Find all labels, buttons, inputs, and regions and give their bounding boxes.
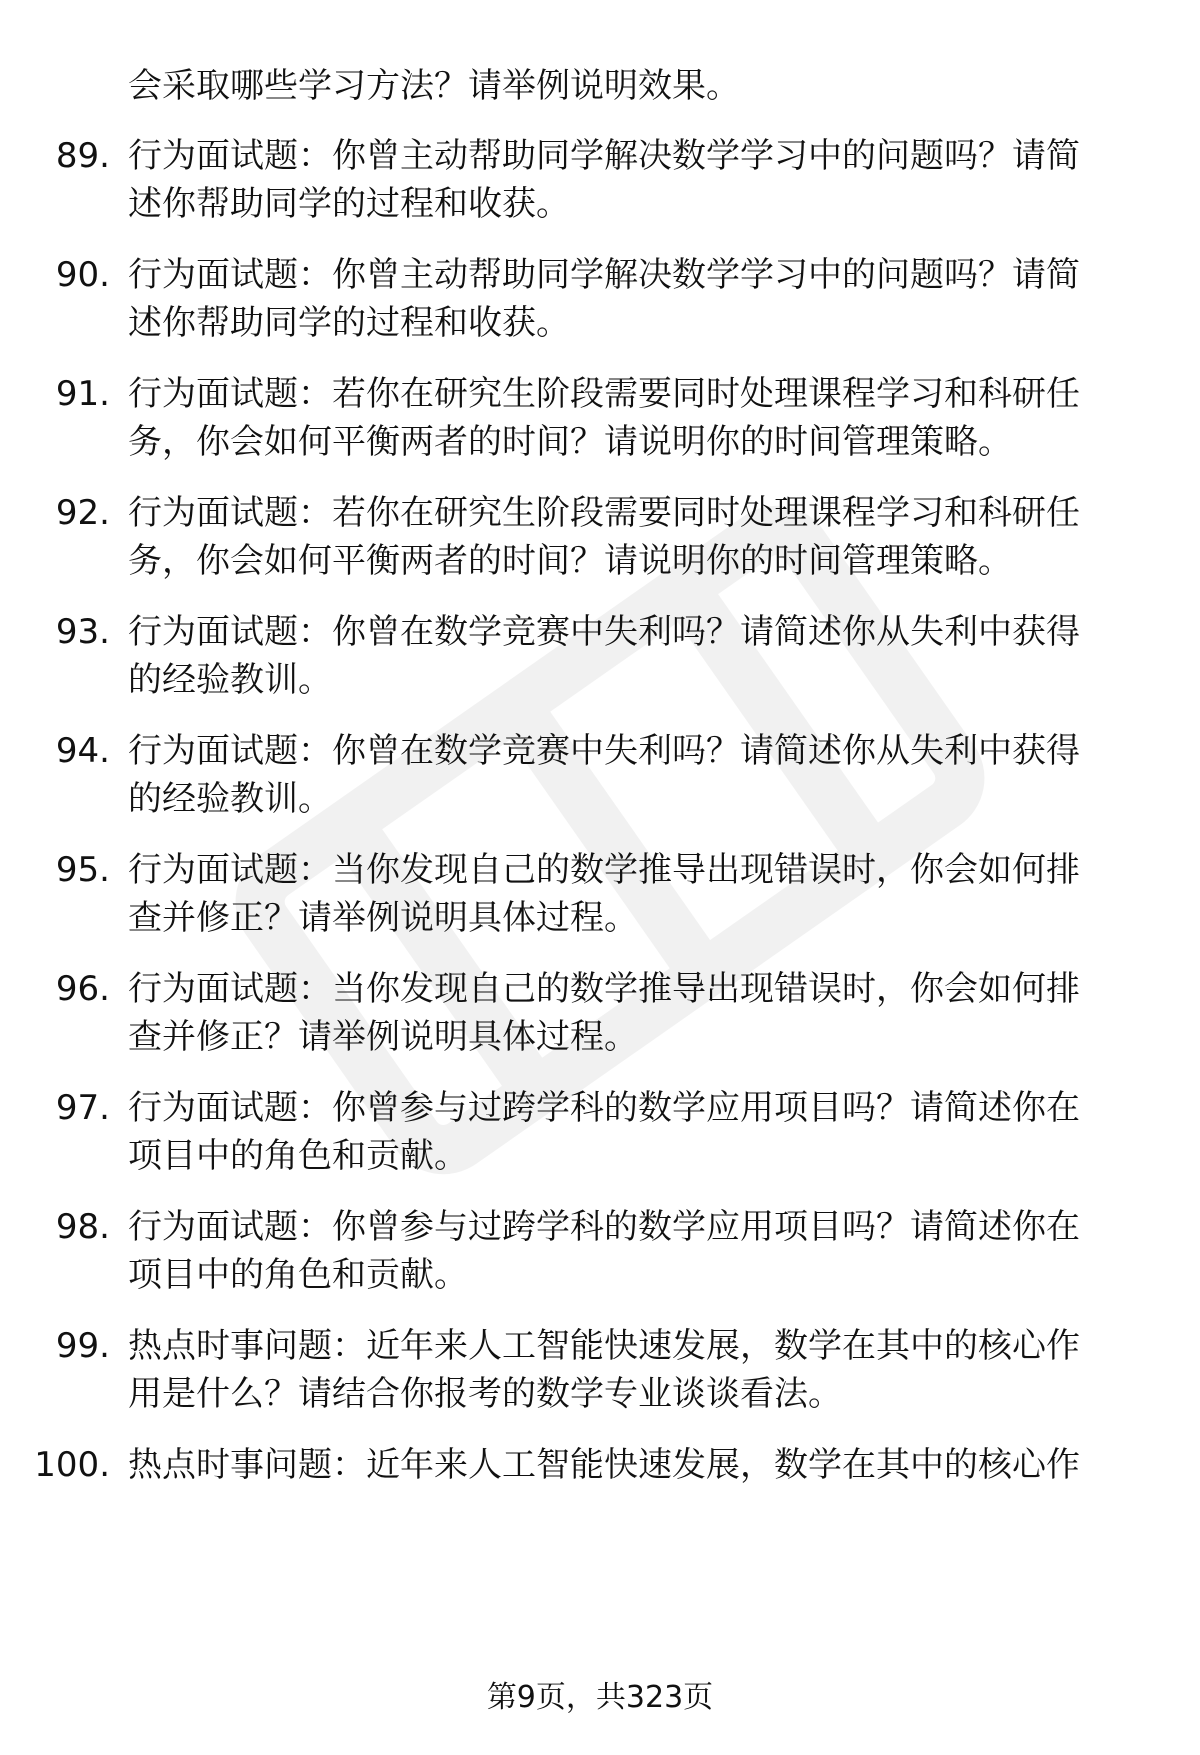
question-text — [128, 132, 1138, 228]
question-number: 96. — [55, 969, 110, 1009]
question-line: 务，你会如何平衡两者的时间？请说明你的时间管理策略。 — [128, 541, 1012, 581]
question-item — [0, 370, 1200, 470]
question-item — [0, 1322, 1200, 1422]
question-line: 项目中的角色和贡献。 — [128, 1136, 468, 1176]
question-line: 行为面试题：若你在研究生阶段需要同时处理课程学习和科研任 — [128, 493, 1080, 533]
question-item — [0, 489, 1200, 589]
question-line: 务，你会如何平衡两者的时间？请说明你的时间管理策略。 — [128, 422, 1012, 462]
question-number: 98. — [55, 1207, 110, 1247]
question-line: 查并修正？请举例说明具体过程。 — [128, 1017, 638, 1057]
question-line: 用是什么？请结合你报考的数学专业谈谈看法。 — [128, 1374, 842, 1414]
question-line: 行为面试题：你曾参与过跨学科的数学应用项目吗？请简述你在 — [128, 1207, 1080, 1247]
question-text — [128, 489, 1138, 585]
question-line: 行为面试题：你曾在数学竞赛中失利吗？请简述你从失利中获得 — [128, 731, 1080, 771]
question-item — [0, 1203, 1200, 1303]
question-item — [0, 1441, 1200, 1491]
question-text — [128, 1203, 1138, 1299]
question-number: 94. — [55, 731, 110, 771]
question-number: 93. — [55, 612, 110, 652]
question-text — [128, 1322, 1138, 1418]
question-line: 查并修正？请举例说明具体过程。 — [128, 898, 638, 938]
question-number: 99. — [55, 1326, 110, 1366]
question-text — [128, 846, 1138, 942]
question-line: 行为面试题：你曾参与过跨学科的数学应用项目吗？请简述你在 — [128, 1088, 1080, 1128]
question-text — [128, 1441, 1138, 1489]
question-line: 热点时事问题：近年来人工智能快速发展，数学在其中的核心作 — [128, 1445, 1080, 1485]
question-item — [0, 846, 1200, 946]
question-number: 91. — [55, 374, 110, 414]
question-line: 行为面试题：你曾主动帮助同学解决数学学习中的问题吗？请简 — [128, 136, 1080, 176]
question-number: 97. — [55, 1088, 110, 1128]
question-number: 100. — [34, 1445, 110, 1485]
question-text — [128, 608, 1138, 704]
question-line: 述你帮助同学的过程和收获。 — [128, 303, 570, 343]
question-line: 行为面试题：当你发现自己的数学推导出现错误时，你会如何排 — [128, 850, 1080, 890]
question-item — [0, 727, 1200, 827]
question-item — [0, 132, 1200, 232]
question-text — [128, 965, 1138, 1061]
question-item — [0, 608, 1200, 708]
question-item — [0, 1084, 1200, 1184]
question-line: 行为面试题：你曾主动帮助同学解决数学学习中的问题吗？请简 — [128, 255, 1080, 295]
question-text — [128, 727, 1138, 823]
question-text — [128, 1084, 1138, 1180]
question-item — [0, 251, 1200, 351]
question-item — [0, 965, 1200, 1065]
continuation-text: 会采取哪些学习方法？请举例说明效果。 — [128, 66, 740, 106]
question-line: 项目中的角色和贡献。 — [128, 1255, 468, 1295]
question-line: 的经验教训。 — [128, 779, 332, 819]
question-number: 90. — [55, 255, 110, 295]
question-text — [128, 251, 1138, 347]
page-footer: 第9页，共323页 — [486, 1680, 714, 1715]
question-number: 89. — [55, 136, 110, 176]
question-line: 行为面试题：你曾在数学竞赛中失利吗？请简述你从失利中获得 — [128, 612, 1080, 652]
question-line: 行为面试题：当你发现自己的数学推导出现错误时，你会如何排 — [128, 969, 1080, 1009]
question-text — [128, 370, 1138, 466]
question-number: 92. — [55, 493, 110, 533]
question-line: 述你帮助同学的过程和收获。 — [128, 184, 570, 224]
question-line: 的经验教训。 — [128, 660, 332, 700]
question-line: 热点时事问题：近年来人工智能快速发展，数学在其中的核心作 — [128, 1326, 1080, 1366]
question-number: 95. — [55, 850, 110, 890]
question-line: 行为面试题：若你在研究生阶段需要同时处理课程学习和科研任 — [128, 374, 1080, 414]
